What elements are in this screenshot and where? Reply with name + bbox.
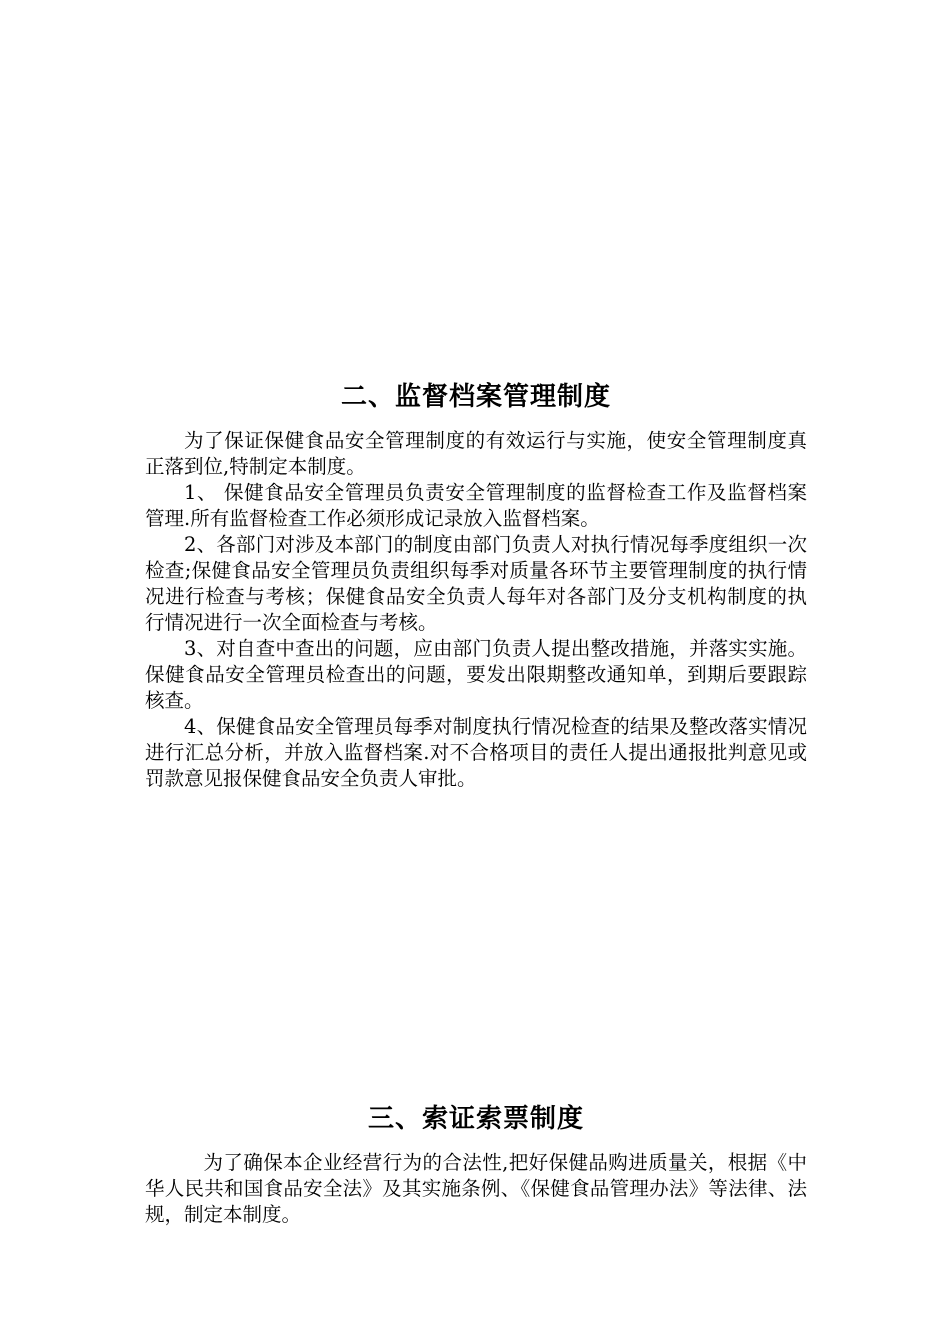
paragraph-intro: 为了保证保健食品安全管理制度的有效运行与实施，使安全管理制度真正落到位,特制定本制度。 xyxy=(145,429,807,478)
section-heading: 三、索证索票制度 xyxy=(367,1104,584,1134)
paragraph-item-4: 4、保健食品安全管理员每季对制度执行情况检查的结果及整改落实情况进行汇总分析，并放入监督档案.对不合格项目的责任人提出通报批判意见或罚款意见报保健食品安全负责人审批。 xyxy=(145,715,807,790)
paragraph-item-1: 1、 保健食品安全管理员负责安全管理制度的监督检查工作及监督档案管理.所有监督检查工作必须形成记录放入监督档案。 xyxy=(145,481,807,530)
paragraph-item-3: 3、对自查中查出的问题，应由部门负责人提出整改措施，并落实实施。保健食品安全管理员检查出的问题，要发出限期整改通知单，到期后要跟踪核查。 xyxy=(145,637,807,712)
section-supervision-archive xyxy=(145,378,807,792)
section-heading: 二、监督档案管理制度 xyxy=(340,382,611,412)
paragraph-intro: 为了确保本企业经营行为的合法性,把好保健品购进质量关，根据《中华人民共和国食品安全法》及其实施条例、《保健食品管理办法》等法律、法规，制定本制度。 xyxy=(145,1151,807,1226)
paragraph-item-2: 2、各部门对涉及本部门的制度由部门负责人对执行情况每季度组织一次检查;保健食品安全管理员负责组织每季对质量各环节主要管理制度的执行情况进行检查与考核；保健食品安全负责人每年对各部门及分支机构制度的执行情况进行一次全面检查与考核。 xyxy=(145,533,807,634)
section-certificate-invoice xyxy=(145,1100,807,1228)
